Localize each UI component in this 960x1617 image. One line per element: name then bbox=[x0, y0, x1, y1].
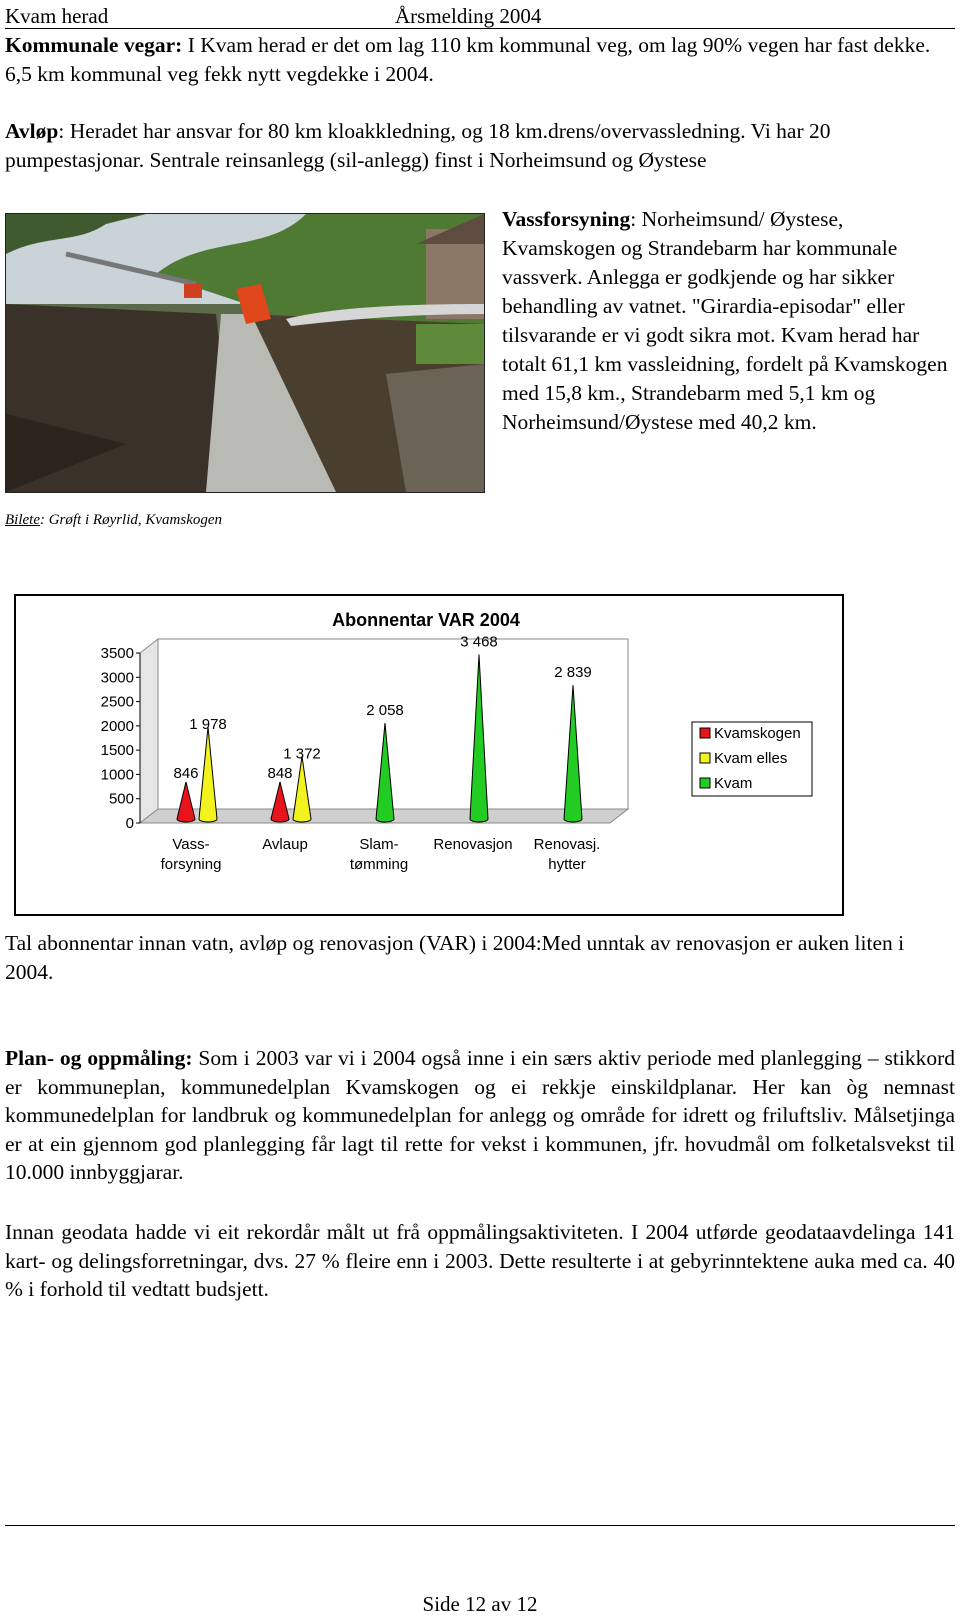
x-tick-label: Renovasjon bbox=[433, 836, 513, 853]
footer-divider bbox=[5, 1525, 955, 1526]
geodata-paragraph: Innan geodata hadde vi eit rekordår målt ut frå oppmålingsaktiviteten. I 2004 utførde geodataavdelinga 141 kart- og delingsforretningar, dvs. 27 % fleire enn i 2003. Dette resulterte i at gebyrinntektene auka med ca. 40 % i forhold til vedtatt budsjett. bbox=[5, 1220, 955, 1301]
legend-label: Kvam elles bbox=[714, 750, 788, 767]
chart-plot bbox=[16, 596, 842, 914]
x-tick-label: Vass- bbox=[172, 836, 210, 853]
photo-caption-text: : Grøft i Røyrlid, Kvamskogen bbox=[39, 512, 223, 528]
y-tick-label: 500 bbox=[108, 790, 134, 808]
x-tick-label: forsyning bbox=[160, 856, 222, 873]
sewage-label: Avløp bbox=[5, 119, 59, 143]
data-label: 1 978 bbox=[189, 715, 227, 733]
roads-label: Kommunale vegar: bbox=[5, 33, 183, 57]
trench-photo bbox=[5, 213, 485, 493]
water-label: Vassforsyning bbox=[502, 207, 631, 231]
y-tick-label: 3500 bbox=[100, 645, 134, 662]
roads-text: I Kvam herad er det om lag 110 km kommunal veg, om lag 90% vegen har fast dekke. 6,5 km kommunal veg fekk nytt vegdekke i 2004. bbox=[5, 33, 931, 86]
x-tick-label: Avlaup bbox=[262, 836, 308, 853]
data-label: 848 bbox=[267, 764, 293, 782]
x-tick-label: Renovasj. bbox=[533, 836, 601, 853]
y-tick-label: 1000 bbox=[100, 766, 134, 784]
y-tick-label: 3000 bbox=[100, 669, 134, 687]
page-number: Side 12 av 12 bbox=[422, 1592, 538, 1616]
photo-caption bbox=[5, 512, 222, 529]
legend-label: Kvam bbox=[714, 775, 753, 792]
legend-swatch bbox=[700, 753, 710, 763]
x-tick-label: tømming bbox=[349, 856, 409, 873]
planning-paragraph bbox=[5, 1044, 955, 1187]
x-tick-label: hytter bbox=[548, 856, 586, 873]
y-tick-label: 2000 bbox=[100, 717, 134, 735]
sewage-text: : Heradet har ansvar for 80 km kloakkledning, og 18 km.drens/overvassledning. Vi har 20 pumpestasjonar. Sentrale reinsanlegg (sil-anlegg) finst i Norheimsund og Øystese bbox=[5, 119, 831, 172]
header-municipality: Kvam herad bbox=[5, 4, 109, 28]
y-tick-label: 1500 bbox=[100, 742, 134, 760]
legend-swatch bbox=[700, 728, 710, 738]
water-paragraph bbox=[502, 205, 952, 437]
y-tick-label: 0 bbox=[125, 815, 134, 832]
data-label: 1 372 bbox=[283, 745, 321, 763]
chart-title: Abonnentar VAR 2004 bbox=[332, 610, 520, 630]
chart-side-wall bbox=[140, 639, 158, 823]
photo-caption-label: Bilete bbox=[5, 512, 40, 528]
page-header bbox=[5, 2, 955, 29]
header-report-title: Årsmelding 2004 bbox=[395, 4, 542, 28]
data-label: 2 058 bbox=[366, 702, 404, 720]
legend-swatch bbox=[700, 778, 710, 788]
legend-label: Kvamskogen bbox=[714, 725, 801, 742]
chart-container bbox=[14, 594, 844, 916]
planning-text: Som i 2003 var vi i 2004 også inne i ein særs aktiv periode med planlegging – stikkord er kommuneplan, kommunedelplan Kvamskogen og ei rekkje einskildplanar. Her kan òg nemnast kommunedelplan for landbruk og kommunedelplan for anlegg og område for idrett og friluftsliv. Målsetjinga er at ein gjennom god planlegging får lagt til rette for vekst i kommunen, jfr. hovudmål om folketalsvekst til 10.000 innbyggjarar. bbox=[5, 1046, 955, 1184]
x-tick-label: Slam- bbox=[359, 836, 399, 853]
y-tick-label: 2500 bbox=[100, 693, 134, 711]
planning-label: Plan- og oppmåling: bbox=[5, 1046, 193, 1070]
chart-caption: Tal abonnentar innan vatn, avløp og renovasjon (VAR) i 2004:Med unntak av renovasjon er auken liten i 2004. bbox=[5, 931, 905, 984]
roads-paragraph bbox=[5, 31, 955, 88]
data-label: 2 839 bbox=[554, 664, 592, 682]
water-text: : Norheimsund/ Øystese, Kvamskogen og Strandebarm har kommunale vassverk. Anlegga er godkjende og har sikker behandling av vatnet. "Girardia-episodar" eller tilsvarande er vi godt sikra mot. Kvam herad har totalt 61,1 km vassleidning, fordelt på Kvamskogen med 15,8 km., Strandebarm med 5,1 km og Norheimsund/Øystese med 40,2 km. bbox=[502, 207, 948, 434]
sewage-paragraph bbox=[5, 117, 955, 174]
data-label: 846 bbox=[173, 764, 199, 782]
data-label: 3 468 bbox=[460, 633, 498, 651]
trench-photo-image bbox=[6, 214, 484, 492]
